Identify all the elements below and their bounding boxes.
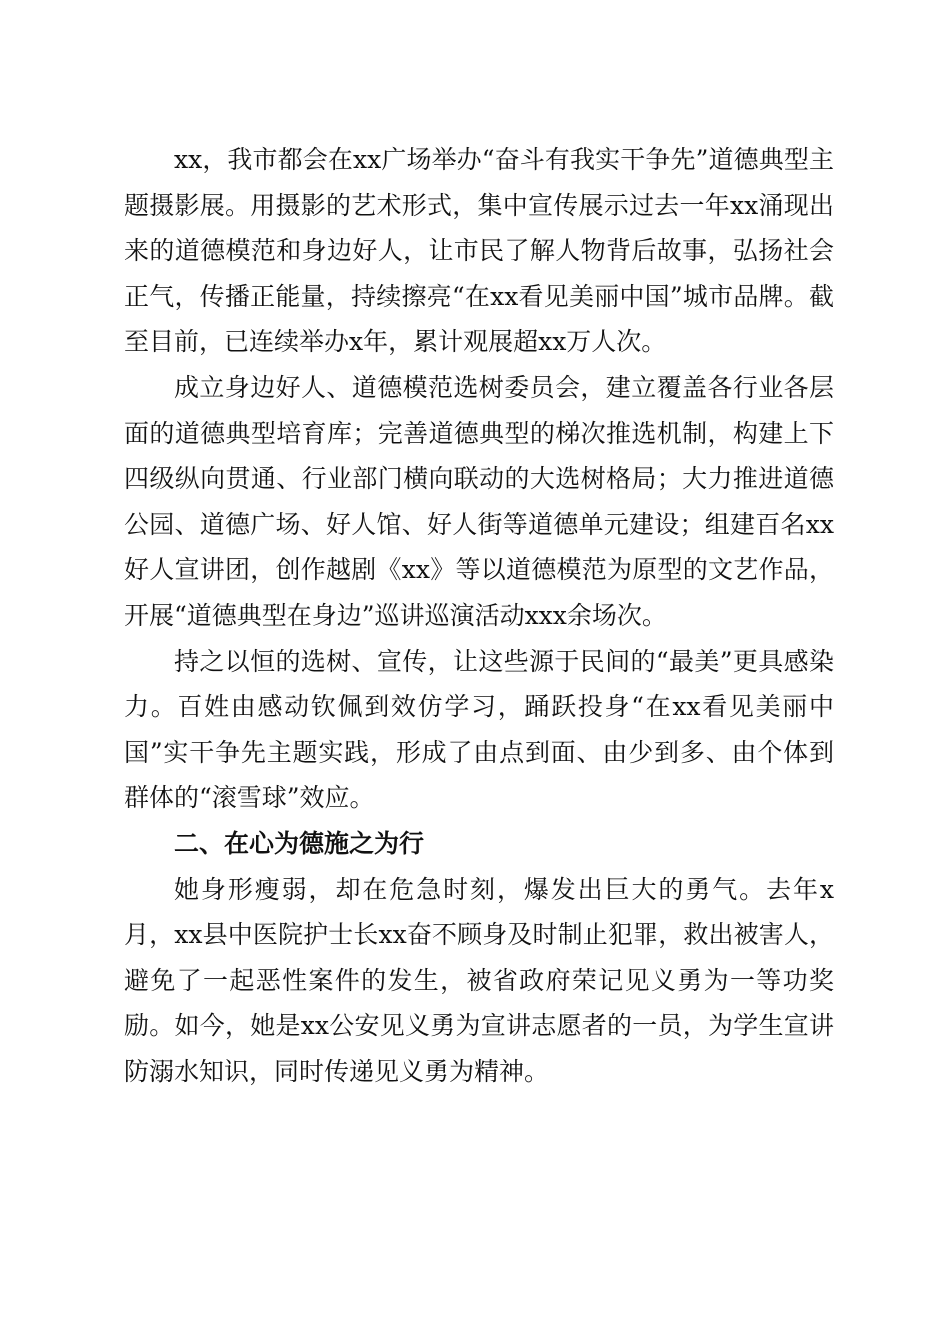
paragraph-nurse-story: 她身形瘦弱，却在危急时刻，爆发出巨大的勇气。去年x月，xx县中医院护士长xx奋不顾身及时制止犯罪，救出被害人，避免了一起恶性案件的发生，被省政府荣记见义勇为一等功奖励。如今，她是xx公安见义勇为宣讲志愿者的一员，为学生宣讲防溺水知识，同时传递见义勇为精神。 (124, 874, 834, 1086)
paragraph-selection-committee: 成立身边好人、道德模范选树委员会，建立覆盖各行业各层面的道德典型培育库；完善道德典型的梯次推选机制，构建上下四级纵向贯通、行业部门横向联动的大选树格局；大力推进道德公园、道德广场、好人馆、好人街等道德单元建设；组建百名xx好人宣讲团，创作越剧《xx》等以道德模范为原型的文艺作品，开展“道德典型在身边”巡讲巡演活动xxx余场次。 (124, 372, 834, 630)
document-body (124, 137, 834, 1094)
paragraph-snowball-effect: 持之以恒的选树、宣传，让这些源于民间的“最美”更具感染力。百姓由感动钦佩到效仿学习，踊跃投身“在xx看见美丽中国”实干争先主题实践，形成了由点到面、由少到多、由个体到群体的“滚雪球”效应。 (124, 646, 834, 813)
paragraph-photo-exhibition: xx，我市都会在xx广场举办“奋斗有我实干争先”道德典型主题摄影展。用摄影的艺术形式，集中宣传展示过去一年xx涌现出来的道德模范和身边好人，让市民了解人物背后故事，弘扬社会正气，传播正能量，持续擦亮“在xx看见美丽中国”城市品牌。截至目前，已连续举办x年，累计观展超xx万人次。 (124, 145, 834, 357)
section-heading: 二、在心为德施之为行 (174, 828, 425, 858)
